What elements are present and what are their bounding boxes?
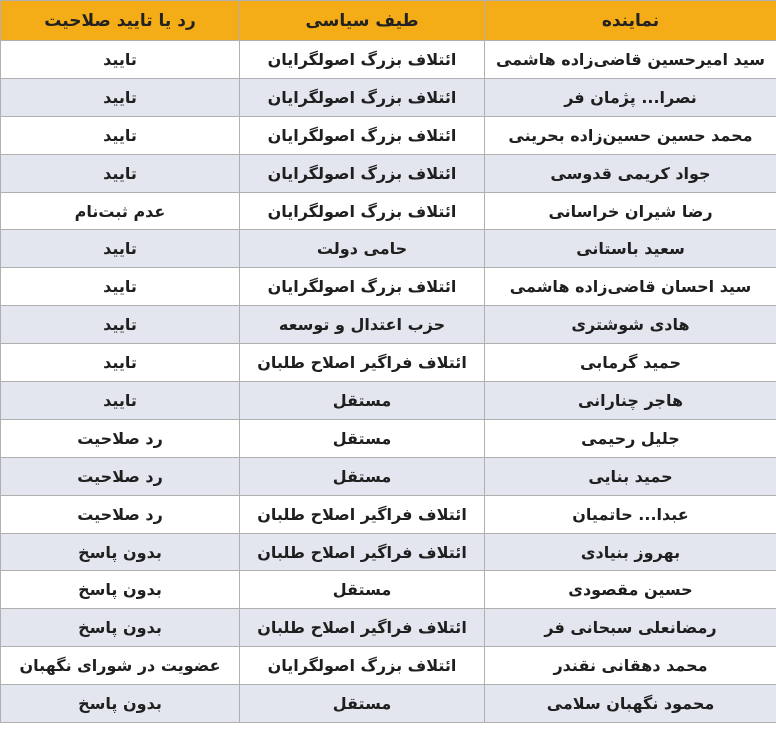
cell-status: بدون پاسخ xyxy=(1,533,240,571)
table-row xyxy=(1,154,776,192)
cell-faction: مستقل xyxy=(240,571,485,609)
cell-faction: ائتلاف بزرگ اصولگرایان xyxy=(240,116,485,154)
cell-faction: مستقل xyxy=(240,685,485,723)
table-row xyxy=(1,685,776,723)
cell-name: رمضانعلی سبحانی فر xyxy=(485,609,776,647)
cell-name: سید احسان قاضی‌زاده هاشمی xyxy=(485,268,776,306)
cell-faction: ائتلاف فراگیر اصلاح طلبان xyxy=(240,344,485,382)
cell-status: عدم ثبت‌نام xyxy=(1,192,240,230)
cell-faction: حامی دولت xyxy=(240,230,485,268)
table-row xyxy=(1,116,776,154)
cell-name: محمد حسین حسین‌زاده بحرینی xyxy=(485,116,776,154)
cell-status: تایید xyxy=(1,306,240,344)
table-row xyxy=(1,419,776,457)
cell-faction: مستقل xyxy=(240,382,485,420)
table-row xyxy=(1,78,776,116)
cell-status: تایید xyxy=(1,230,240,268)
cell-faction: ائتلاف بزرگ اصولگرایان xyxy=(240,192,485,230)
table-body xyxy=(1,41,776,723)
table-row xyxy=(1,192,776,230)
cell-name: سعید باستانی xyxy=(485,230,776,268)
cell-status: رد صلاحیت xyxy=(1,419,240,457)
cell-name: حمید بنایی xyxy=(485,457,776,495)
table-header xyxy=(1,1,776,41)
cell-faction: مستقل xyxy=(240,419,485,457)
table-row xyxy=(1,609,776,647)
cell-name: عبدا... حاتمیان xyxy=(485,495,776,533)
cell-status: تایید xyxy=(1,154,240,192)
table-row xyxy=(1,41,776,79)
header-faction: طیف سیاسی xyxy=(240,1,485,41)
cell-name: هادی شوشتری xyxy=(485,306,776,344)
cell-status: تایید xyxy=(1,116,240,154)
table-row xyxy=(1,571,776,609)
table-row xyxy=(1,230,776,268)
header-status: رد یا تایید صلاحیت xyxy=(1,1,240,41)
cell-faction: ائتلاف بزرگ اصولگرایان xyxy=(240,154,485,192)
cell-name: نصرا... پژمان فر xyxy=(485,78,776,116)
cell-name: هاجر چنارانی xyxy=(485,382,776,420)
cell-name: محمد دهقانی نقندر xyxy=(485,647,776,685)
cell-status: تایید xyxy=(1,41,240,79)
cell-faction: حزب اعتدال و توسعه xyxy=(240,306,485,344)
cell-faction: مستقل xyxy=(240,457,485,495)
cell-name: رضا شیران خراسانی xyxy=(485,192,776,230)
cell-status: بدون پاسخ xyxy=(1,609,240,647)
table-row xyxy=(1,647,776,685)
header-row xyxy=(1,1,776,41)
table-row xyxy=(1,533,776,571)
table-row xyxy=(1,382,776,420)
cell-name: جلیل رحیمی xyxy=(485,419,776,457)
cell-status: تایید xyxy=(1,344,240,382)
cell-status: تایید xyxy=(1,268,240,306)
cell-name: حمید گرمابی xyxy=(485,344,776,382)
cell-name: سید امیرحسین قاضی‌زاده هاشمی xyxy=(485,41,776,79)
cell-status: عضویت در شورای نگهبان xyxy=(1,647,240,685)
cell-faction: ائتلاف بزرگ اصولگرایان xyxy=(240,41,485,79)
cell-faction: ائتلاف فراگیر اصلاح طلبان xyxy=(240,609,485,647)
table-row xyxy=(1,306,776,344)
cell-status: بدون پاسخ xyxy=(1,571,240,609)
table-row xyxy=(1,268,776,306)
cell-faction: ائتلاف بزرگ اصولگرایان xyxy=(240,78,485,116)
cell-faction: ائتلاف بزرگ اصولگرایان xyxy=(240,268,485,306)
table-row xyxy=(1,344,776,382)
cell-status: رد صلاحیت xyxy=(1,457,240,495)
cell-name: بهروز بنیادی xyxy=(485,533,776,571)
table-row xyxy=(1,457,776,495)
cell-status: بدون پاسخ xyxy=(1,685,240,723)
cell-status: تایید xyxy=(1,382,240,420)
cell-faction: ائتلاف فراگیر اصلاح طلبان xyxy=(240,495,485,533)
table-row xyxy=(1,495,776,533)
cell-faction: ائتلاف فراگیر اصلاح طلبان xyxy=(240,533,485,571)
cell-status: رد صلاحیت xyxy=(1,495,240,533)
cell-name: حسین مقصودی xyxy=(485,571,776,609)
cell-status: تایید xyxy=(1,78,240,116)
header-name: نماینده xyxy=(485,1,776,41)
cell-name: محمود نگهبان سلامی xyxy=(485,685,776,723)
cell-faction: ائتلاف بزرگ اصولگرایان xyxy=(240,647,485,685)
cell-name: جواد کریمی قدوسی xyxy=(485,154,776,192)
